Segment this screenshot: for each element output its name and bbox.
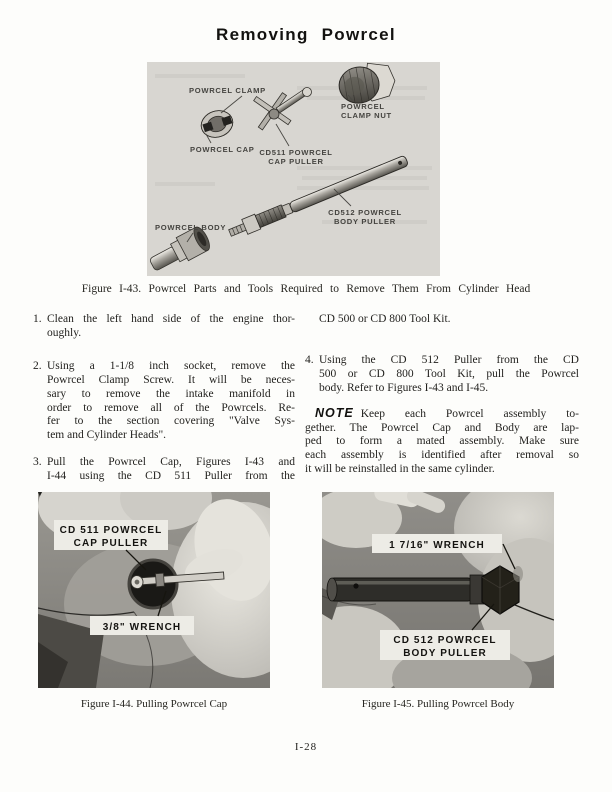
left-column (33, 313, 295, 484)
step-2-text: Using a 1-1/8 inch socket, remove the Powrcel Clamp Screw. It will be neces- sary to remove the intake manifold in order to remove all of the Powrcels. Re- fer to the section covering "Valve Sys- tem and Cylinder Heads". (47, 359, 295, 442)
parts-diagram (147, 62, 440, 276)
figure-i43-illustration (147, 62, 440, 276)
step-2 (33, 360, 295, 443)
label-body-puller-2: BODY PULLER (334, 217, 396, 226)
step-3-text: Pull the Powrcel Cap, Figures I-43 and I-44 using the CD 511 Puller from the (47, 456, 295, 483)
figure-i45-photo (322, 492, 554, 688)
pulling-body-photo (322, 492, 554, 688)
pulling-cap-photo (38, 492, 270, 688)
note-label: NOTE (315, 405, 354, 420)
note-first-line (305, 407, 579, 422)
label-powrcel-cap: POWRCEL CAP (190, 145, 255, 154)
figure-i45-caption: Figure I-45. Pulling Powrcel Body (361, 698, 515, 710)
step-2-number: 2. (33, 359, 42, 372)
step-3-number: 3. (33, 456, 42, 469)
figure-i44-photo (38, 492, 270, 688)
step-4-number: 4. (305, 353, 314, 366)
label-cap-puller-2: CAP PULLER (268, 157, 324, 166)
page-number: I-28 (294, 741, 318, 753)
label-clamp-nut-2: CLAMP NUT (341, 111, 392, 120)
page-title: Removing Powrcel (216, 25, 396, 44)
note-paragraph (305, 407, 579, 478)
note-body-lines: gether. The Powrcel Cap and Body are lap- ped to form a mated assembly. Make sure each assembly is identified after removal so it will be reinstalled in the same cylinder. (305, 421, 579, 476)
step-1 (33, 313, 295, 341)
label-cd511-line2: CAP PULLER (73, 538, 149, 549)
label-cd511-line1: CD 511 POWRCEL (59, 525, 163, 536)
step-3 (33, 456, 295, 484)
figure-i43-caption: Figure I-43. Powrcel Parts and Tools Required to Remove Them From Cylinder Head (81, 283, 531, 295)
label-cd512-line2: BODY PULLER (403, 648, 487, 659)
label-wrench-38: 3/8" WRENCH (102, 622, 182, 633)
label-body-puller-1: CD512 POWRCEL (328, 208, 402, 217)
figure-i44-caption: Figure I-44. Pulling Powrcel Cap (80, 698, 228, 710)
label-cap-puller-1: CD511 POWRCEL (259, 148, 333, 157)
label-cd512-line1: CD 512 POWRCEL (393, 635, 497, 646)
step-3-continuation: CD 500 or CD 800 Tool Kit. (319, 313, 451, 325)
note-first-text: Keep each Powrcel assembly to- (360, 407, 579, 420)
label-clamp-nut-1: POWRCEL (341, 102, 385, 111)
label-wrench-716: 1 7/16" WRENCH (389, 540, 485, 551)
step-1-text: Clean the left hand side of the engine thor- oughly. (47, 313, 295, 339)
step-1-number: 1. (33, 313, 42, 325)
step-4-text: Using the CD 512 Puller from the CD 500 or CD 800 Tool Kit, pull the Powrcel body. Refer to Figures I-43 and I-45. (319, 353, 579, 394)
step-4 (305, 354, 579, 396)
right-column (305, 313, 579, 477)
label-powrcel-clamp: POWRCEL CLAMP (189, 86, 266, 95)
label-powrcel-body: POWRCEL BODY (155, 223, 227, 232)
